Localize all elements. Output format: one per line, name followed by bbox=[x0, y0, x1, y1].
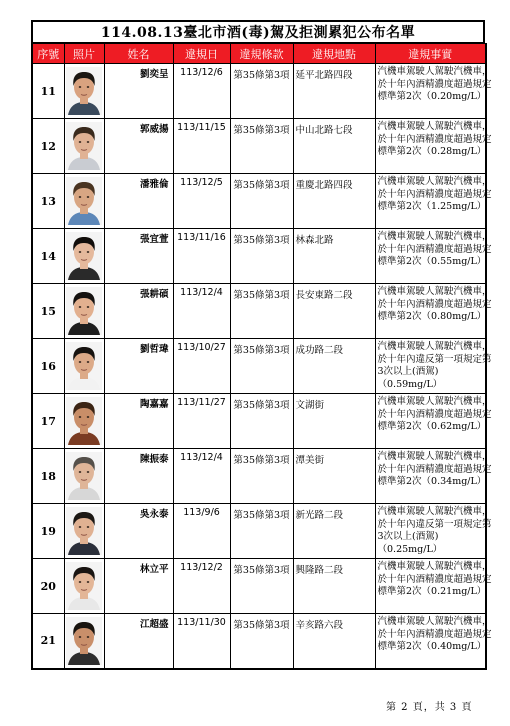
row-place: 文湖街 bbox=[293, 394, 375, 449]
row-number: 17 bbox=[32, 394, 64, 449]
page-title: 114.08.13臺北市酒(毒)駕及拒測累犯公布名單 bbox=[31, 20, 485, 43]
header-law: 違規條款 bbox=[230, 44, 293, 64]
row-law: 第35條第3項 bbox=[230, 284, 293, 339]
fact-line: 3次以上(酒駕) bbox=[377, 531, 439, 542]
row-number: 20 bbox=[32, 559, 64, 614]
table-row bbox=[32, 229, 486, 284]
row-photo bbox=[64, 449, 104, 504]
row-name: 陶嘉嘉 bbox=[104, 394, 173, 449]
row-law: 第35條第3項 bbox=[230, 229, 293, 284]
mugshot-photo bbox=[66, 617, 102, 665]
row-number: 15 bbox=[32, 284, 64, 339]
row-name: 潘雅倫 bbox=[104, 174, 173, 229]
table-row bbox=[32, 504, 486, 559]
row-place: 辛亥路六段 bbox=[293, 614, 375, 669]
mugshot-photo bbox=[66, 177, 102, 225]
fact-line: 標準第2次（0.34mg/L） bbox=[377, 476, 487, 487]
row-law: 第35條第3項 bbox=[230, 614, 293, 669]
row-law: 第35條第3項 bbox=[230, 119, 293, 174]
row-law: 第35條第3項 bbox=[230, 394, 293, 449]
row-number: 18 bbox=[32, 449, 64, 504]
fact-line: 標準第2次（0.80mg/L） bbox=[377, 311, 487, 322]
row-number: 16 bbox=[32, 339, 64, 394]
header-place: 違規地點 bbox=[293, 44, 375, 64]
fact-line: 汽機車駕駛人駕駛汽機車， bbox=[377, 66, 492, 77]
row-date: 113/11/27 bbox=[173, 394, 230, 449]
row-law: 第35條第3項 bbox=[230, 504, 293, 559]
fact-line: 標準第2次（0.62mg/L） bbox=[377, 421, 487, 432]
fact-line: 標準第2次（0.28mg/L） bbox=[377, 146, 487, 157]
fact-line: 標準第2次（0.40mg/L） bbox=[377, 641, 487, 652]
row-fact bbox=[375, 119, 492, 174]
row-date: 113/12/4 bbox=[173, 284, 230, 339]
fact-line: 標準第2次（1.25mg/L） bbox=[377, 201, 487, 212]
fact-line: 3次以上(酒駕) bbox=[377, 366, 439, 377]
mugshot-photo bbox=[66, 122, 102, 170]
row-law: 第35條第3項 bbox=[230, 64, 293, 119]
row-fact bbox=[375, 229, 492, 284]
fact-line: 於十年內酒精濃度超過規定 bbox=[377, 188, 492, 200]
row-date: 113/9/6 bbox=[173, 504, 230, 559]
row-photo bbox=[64, 284, 104, 339]
fact-line: 於十年內酒精濃度超過規定 bbox=[377, 298, 492, 310]
row-number: 14 bbox=[32, 229, 64, 284]
row-photo bbox=[64, 174, 104, 229]
fact-line: 汽機車駕駛人駕駛汽機車， bbox=[377, 231, 492, 242]
table-row bbox=[32, 394, 486, 449]
table-row bbox=[32, 119, 486, 174]
row-fact bbox=[375, 284, 492, 339]
row-fact bbox=[375, 614, 492, 669]
table-row bbox=[32, 559, 486, 614]
row-place: 興隆路二段 bbox=[293, 559, 375, 614]
row-photo bbox=[64, 614, 104, 669]
row-number: 12 bbox=[32, 119, 64, 174]
fact-line: 於十年內酒精濃度超過規定 bbox=[377, 78, 492, 90]
header-date: 違規日 bbox=[173, 44, 230, 64]
violator-table bbox=[31, 43, 492, 670]
fact-line: 標準第2次（0.55mg/L） bbox=[377, 256, 487, 267]
fact-line: 汽機車駕駛人駕駛汽機車， bbox=[377, 506, 492, 517]
row-photo bbox=[64, 504, 104, 559]
mugshot-photo bbox=[66, 342, 102, 390]
table-row bbox=[32, 339, 486, 394]
row-date: 113/12/5 bbox=[173, 174, 230, 229]
fact-line: 於十年內違反第一項規定第 bbox=[377, 518, 492, 530]
row-place: 重慶北路四段 bbox=[293, 174, 375, 229]
fact-line: 汽機車駕駛人駕駛汽機車， bbox=[377, 341, 492, 352]
row-fact bbox=[375, 394, 492, 449]
row-number: 21 bbox=[32, 614, 64, 669]
row-fact bbox=[375, 339, 492, 394]
row-date: 113/12/2 bbox=[173, 559, 230, 614]
fact-line: 標準第2次（0.21mg/L） bbox=[377, 586, 487, 597]
row-name: 林立平 bbox=[104, 559, 173, 614]
fact-line: 於十年內酒精濃度超過規定 bbox=[377, 243, 492, 255]
row-photo bbox=[64, 229, 104, 284]
table-header-row bbox=[32, 44, 486, 64]
row-law: 第35條第3項 bbox=[230, 339, 293, 394]
row-date: 113/12/6 bbox=[173, 64, 230, 119]
table-body bbox=[32, 64, 492, 669]
mugshot-photo bbox=[66, 452, 102, 500]
table-row bbox=[32, 449, 486, 504]
row-place: 延平北路四段 bbox=[293, 64, 375, 119]
row-date: 113/11/30 bbox=[173, 614, 230, 669]
row-fact bbox=[375, 64, 492, 119]
row-place: 潭美街 bbox=[293, 449, 375, 504]
row-photo bbox=[64, 339, 104, 394]
row-place: 長安東路二段 bbox=[293, 284, 375, 339]
header-photo: 照片 bbox=[64, 44, 104, 64]
table-row bbox=[32, 174, 486, 229]
row-name: 江超盛 bbox=[104, 614, 173, 669]
fact-line: 於十年內酒精濃度超過規定 bbox=[377, 408, 492, 420]
row-place: 新光路二段 bbox=[293, 504, 375, 559]
table-row bbox=[32, 64, 486, 119]
header-fact: 違規事實 bbox=[375, 44, 486, 64]
row-photo bbox=[64, 559, 104, 614]
row-date: 113/11/16 bbox=[173, 229, 230, 284]
violator-list-sheet bbox=[31, 20, 492, 670]
row-number: 11 bbox=[32, 64, 64, 119]
fact-line: 於十年內酒精濃度超過規定 bbox=[377, 573, 492, 585]
row-place: 中山北路七段 bbox=[293, 119, 375, 174]
row-name: 張耕碩 bbox=[104, 284, 173, 339]
fact-line: 於十年內酒精濃度超過規定 bbox=[377, 463, 492, 475]
row-name: 劉哲瑋 bbox=[104, 339, 173, 394]
mugshot-photo bbox=[66, 287, 102, 335]
fact-line: 於十年內酒精濃度超過規定 bbox=[377, 133, 492, 145]
row-date: 113/12/4 bbox=[173, 449, 230, 504]
mugshot-photo bbox=[66, 562, 102, 610]
mugshot-photo bbox=[66, 232, 102, 280]
fact-line: 汽機車駕駛人駕駛汽機車， bbox=[377, 121, 492, 132]
row-photo bbox=[64, 119, 104, 174]
row-date: 113/10/27 bbox=[173, 339, 230, 394]
fact-line: 汽機車駕駛人駕駛汽機車， bbox=[377, 616, 492, 627]
row-fact bbox=[375, 504, 492, 559]
fact-line: 於十年內違反第一項規定第 bbox=[377, 353, 492, 365]
fact-line: 於十年內酒精濃度超過規定 bbox=[377, 628, 492, 640]
row-number: 19 bbox=[32, 504, 64, 559]
mugshot-photo bbox=[66, 67, 102, 115]
row-fact bbox=[375, 559, 492, 614]
header-no: 序號 bbox=[32, 44, 64, 64]
fact-line: 標準第2次（0.20mg/L） bbox=[377, 91, 487, 102]
row-place: 林森北路 bbox=[293, 229, 375, 284]
row-name: 劉奕呈 bbox=[104, 64, 173, 119]
row-name: 吳永泰 bbox=[104, 504, 173, 559]
row-law: 第35條第3項 bbox=[230, 174, 293, 229]
header-name: 姓名 bbox=[104, 44, 173, 64]
row-photo bbox=[64, 394, 104, 449]
row-name: 郭威揚 bbox=[104, 119, 173, 174]
table-row bbox=[32, 614, 486, 669]
fact-line: 汽機車駕駛人駕駛汽機車， bbox=[377, 561, 492, 572]
row-fact bbox=[375, 174, 492, 229]
fact-line: 汽機車駕駛人駕駛汽機車， bbox=[377, 286, 492, 297]
row-name: 張宜萱 bbox=[104, 229, 173, 284]
row-photo bbox=[64, 64, 104, 119]
fact-line: （0.25mg/L） bbox=[377, 543, 443, 555]
fact-line: 汽機車駕駛人駕駛汽機車， bbox=[377, 396, 492, 407]
fact-line: 汽機車駕駛人駕駛汽機車， bbox=[377, 451, 492, 462]
row-name: 陳振泰 bbox=[104, 449, 173, 504]
row-law: 第35條第3項 bbox=[230, 449, 293, 504]
mugshot-photo bbox=[66, 507, 102, 555]
mugshot-photo bbox=[66, 397, 102, 445]
row-number: 13 bbox=[32, 174, 64, 229]
row-law: 第35條第3項 bbox=[230, 559, 293, 614]
table-row bbox=[32, 284, 486, 339]
row-place: 成功路二段 bbox=[293, 339, 375, 394]
row-date: 113/11/15 bbox=[173, 119, 230, 174]
fact-line: 汽機車駕駛人駕駛汽機車， bbox=[377, 176, 492, 187]
page-number: 第 2 頁，共 3 頁 bbox=[386, 702, 473, 713]
row-fact bbox=[375, 449, 492, 504]
fact-line: （0.59mg/L） bbox=[377, 378, 443, 390]
